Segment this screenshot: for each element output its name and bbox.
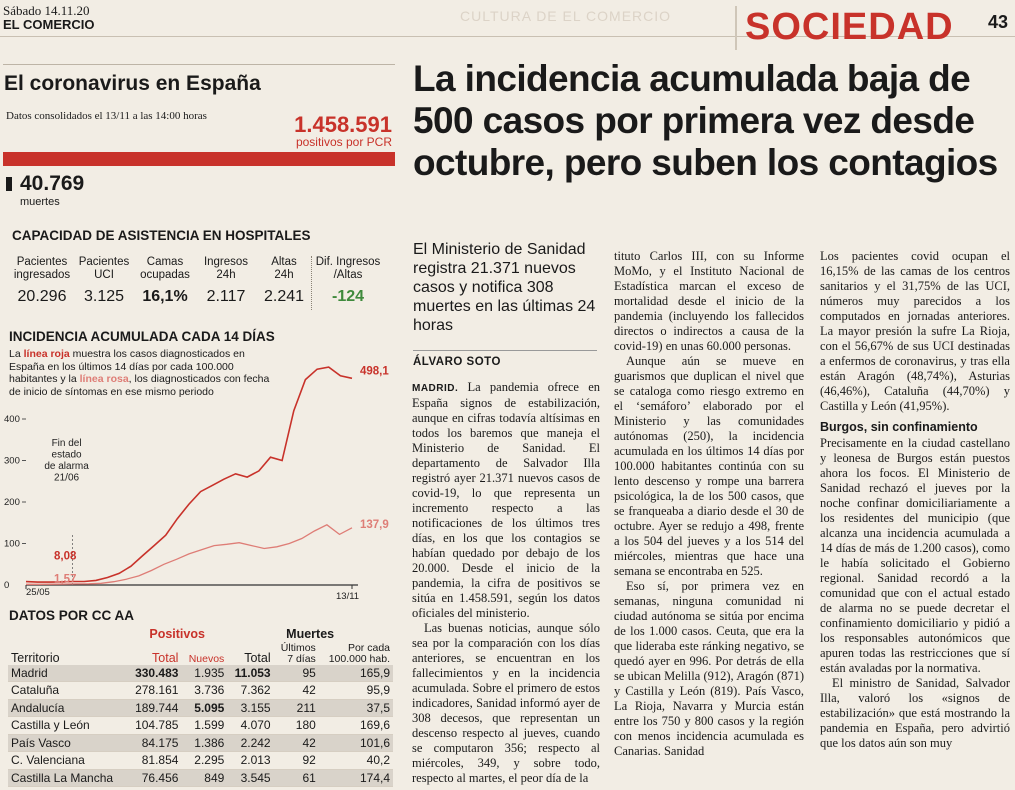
hospital-stat	[8, 256, 76, 306]
paragraph: Eso sí, por primera vez en semanas, ninguna comunidad ni ciudad autónoma se sitúa por encima de los 1.000 casos. Ceuta, que era la que lideraba este ránking negativo, se quedó ayer en 996. Por detrás de ella se ubican Melilla (912), Aragón (871) y Castilla y León (819). País Vasco, La Rioja, Navarra y Murcia están entre los 750 y 800 casos y la región con menos incidencia acumulada es Canarias. Sanidad	[614, 579, 804, 758]
region-new: 1.599	[181, 717, 227, 735]
y-tick-label: 0	[4, 580, 10, 591]
region-deaths-7d: 180	[274, 717, 319, 735]
data-note: Datos consolidados el 13/11 a las 14:00 horas	[6, 110, 207, 122]
paragraph: Precisamente en la ciudad castellano y leonesa de Burgos están puestos ahora los focos. El Ministerio de Sanidad rechazó el jueves por la noche confinar domiciliariamente a los residentes del municipio (que alcanza una incidencia acumulada a 14 días de más de 1.200 casos), como le había solicitado el Gobierno regional. Sanidad recordó a la comunidad que con el actual estado de alarma no se puede decretar el confinamiento domiciliario y pidió a los responsables autonómicos que apuren todas las restricciones que sí están avaladas por la normativa.	[820, 436, 1010, 675]
region-deaths: 11.053	[227, 665, 273, 682]
region-deaths-per-100k: 165,9	[319, 665, 393, 682]
page-number: 43	[988, 12, 1009, 32]
hospital-stat-label	[76, 256, 132, 284]
series-end-label: 498,1	[360, 365, 389, 378]
panel-title: El coronavirus en España	[4, 72, 261, 95]
subheadline: El Ministerio de Sanidad registra 21.371 nuevos casos y notifica 308 muertes en las últimas 24 horas	[413, 241, 596, 334]
article-column-3	[820, 249, 1010, 751]
headline: La incidencia acumulada baja de 500 casos por primera vez desde octubre, pero suben los contagios	[413, 58, 998, 183]
series-end-label: 137,9	[360, 518, 389, 531]
dateline: MADRID.	[412, 383, 459, 394]
paragraph: Los pacientes covid ocupan el 16,15% de las camas de los centros sanitarios y el 31,75% de las UCI, números muy parecidos a los computados en jornadas anteriores. La mayor presión la sufre La Rioja, con el 56,67% de sus UCI destinadas a enfermos de coronavirus, y tras ella están Aragón (48,74%), Asturias (46,46%), Cataluña (44,70%) y Castilla y León (41,95%).	[820, 249, 1010, 413]
region-total: 84.175	[127, 734, 181, 752]
region-total: 189.744	[127, 699, 181, 717]
pcr-label: positivos por PCR	[295, 135, 392, 149]
show-through-text: CULTURA DE EL COMERCIO	[460, 8, 672, 24]
hospital-capacity-title: CAPACIDAD DE ASISTENCIA EN HOSPITALES	[12, 228, 311, 243]
region-deaths-per-100k: 169,6	[319, 717, 393, 735]
newspaper-name: EL COMERCIO	[3, 17, 95, 32]
region-deaths: 7.362	[227, 682, 273, 700]
region-deaths-7d: 42	[274, 734, 319, 752]
hospital-stat	[313, 256, 383, 306]
col-territorio: Territorio	[11, 650, 60, 665]
hospital-stat-value: 2.117	[206, 288, 246, 305]
col-last-7-line1: Últimos	[280, 641, 316, 654]
table-row	[8, 769, 393, 787]
table-header-row	[8, 643, 393, 665]
series-start-label: 8,08	[54, 550, 77, 563]
region-total: 330.483	[127, 665, 181, 682]
hospital-stat-label-line1: Camas	[146, 256, 184, 268]
hospital-stat	[135, 256, 195, 306]
group-muertes: Muertes	[286, 627, 335, 642]
region-deaths-7d: 211	[274, 699, 319, 717]
region-new: 849	[181, 769, 227, 787]
region-new: 5.095	[181, 699, 227, 717]
x-tick-label: 25/05	[26, 587, 50, 598]
region-name: Madrid	[8, 665, 127, 682]
table-group-row	[8, 626, 393, 643]
regions-title: DATOS POR CC AA	[9, 608, 135, 623]
y-tick-label: 400	[4, 414, 20, 425]
region-deaths-per-100k: 95,9	[319, 682, 393, 700]
col-last-7-line2: 7 días	[287, 652, 316, 665]
pcr-total: 1.458.591	[294, 112, 392, 137]
article-column-1	[412, 380, 600, 786]
hospital-stat	[197, 256, 255, 306]
byline-rule	[413, 350, 597, 351]
hospital-stat-label	[135, 256, 195, 284]
col-nuevos: Nuevos	[188, 652, 225, 665]
group-positivos: Positivos	[149, 627, 205, 642]
region-deaths-7d: 92	[274, 752, 319, 770]
region-name: País Vasco	[8, 734, 127, 752]
hospital-stat-label-line2: UCI	[94, 269, 114, 281]
byline: ÁLVARO SOTO	[413, 356, 501, 368]
x-tick-label: 13/11	[336, 591, 360, 602]
region-deaths-7d: 95	[274, 665, 319, 682]
region-deaths: 3.545	[227, 769, 273, 787]
region-deaths-7d: 61	[274, 769, 319, 787]
region-deaths-per-100k: 174,4	[319, 769, 393, 787]
hospital-stat-label-line2: 24h	[216, 269, 236, 281]
region-deaths-7d: 42	[274, 682, 319, 700]
hospital-stat-value: 20.296	[17, 288, 67, 305]
hospital-stat	[76, 256, 132, 306]
region-name: C. Valenciana	[8, 752, 127, 770]
paragraph: Las buenas noticias, aunque sólo sea por la comparación con los días anteriores, se encuentran en los fallecimientos y en la incidencia acumulada. Sobre el primero de estos indicadores, Sanidad informó ayer de 308 decesos, que representan un descenso respecto al jueves, cuando se computaron 356; respecto al miércoles, 349, y sobre todo, respecto al martes, el peor día de la	[412, 621, 600, 785]
region-name: Castilla y León	[8, 717, 127, 735]
hospital-stat-value: 2.241	[263, 288, 305, 305]
col-per-100k	[319, 643, 393, 665]
col-deaths-total: Total	[244, 650, 271, 665]
region-deaths: 2.013	[227, 752, 273, 770]
table-row	[8, 665, 393, 682]
regions-table-body	[8, 665, 393, 787]
article-subheading: Burgos, sin confinamiento	[820, 420, 978, 434]
regions-table	[8, 626, 393, 787]
col-per-line2: 100.000 hab.	[328, 652, 390, 665]
hospital-stat-label-line2: ingresados	[13, 269, 71, 281]
article-column-2	[614, 249, 804, 759]
col-total: Total	[152, 650, 179, 665]
hospital-stat-value: 3.125	[83, 288, 125, 305]
region-name: Cataluña	[8, 682, 127, 700]
desc-red-line: línea roja	[23, 348, 70, 360]
col-last-7	[274, 643, 319, 665]
region-total: 76.456	[127, 769, 181, 787]
panel-top-rule	[3, 64, 395, 65]
stat-separator	[311, 256, 313, 310]
region-new: 1.935	[181, 665, 227, 682]
positives-bar	[3, 152, 395, 166]
hospital-stat-label-line1: Pacientes	[16, 256, 68, 268]
desc-text: muestra los casos diagnosticados en España en los últimos 14 días por cada 100.000 habitantes y la	[9, 348, 245, 385]
region-deaths-per-100k: 40,2	[319, 752, 393, 770]
region-total: 81.854	[127, 752, 181, 770]
series-start-label: 1,57	[54, 573, 77, 586]
incidence-title: INCIDENCIA ACUMULADA CADA 14 DÍAS	[9, 329, 275, 344]
y-tick-label: 100	[4, 538, 20, 550]
hospital-stat-label-line1: Altas	[271, 256, 297, 268]
hospital-stat-label-line1: Ingresos	[203, 256, 249, 268]
table-row	[8, 752, 393, 770]
deaths-total: 40.769	[20, 172, 85, 195]
region-deaths-per-100k: 37,5	[319, 699, 393, 717]
deaths-label: muertes	[20, 196, 60, 208]
region-deaths: 4.070	[227, 717, 273, 735]
hospital-stat-label-line2: ocupadas	[140, 269, 190, 281]
paragraph	[412, 380, 600, 621]
paragraph: El ministro de Sanidad, Salvador Illa, valoró los «signos de estabilización» que está mostrando la pandemia en España, pero advirtió que los datos aún son muy	[820, 676, 1010, 750]
y-tick-label: 300	[4, 455, 20, 467]
region-deaths: 3.155	[227, 699, 273, 717]
table-row	[8, 717, 393, 735]
hospital-stat-value: 16,1%	[142, 288, 188, 305]
annotation-text: Fin del	[51, 438, 82, 449]
hospital-stat-value: -124	[331, 288, 365, 305]
desc-text: , los diagnosticados con fecha de inicio de síntomas en ese mismo periodo	[9, 373, 270, 398]
hospital-stat-label	[313, 256, 383, 284]
hospital-stat-label-line1: Pacientes	[78, 256, 130, 268]
col-per-line1: Por cada	[347, 641, 390, 654]
table-row	[8, 699, 393, 717]
annotation-text: de alarma	[44, 461, 89, 472]
hospital-stat-label	[197, 256, 255, 284]
region-new: 3.736	[181, 682, 227, 700]
region-total: 278.161	[127, 682, 181, 700]
region-new: 2.295	[181, 752, 227, 770]
hospital-stat-label-line1: Dif. Ingresos	[315, 256, 381, 268]
hospital-stat	[258, 256, 310, 306]
desc-text: La	[9, 348, 24, 360]
table-row	[8, 682, 393, 700]
deaths-marker	[6, 177, 12, 191]
region-total: 104.785	[127, 717, 181, 735]
y-tick-label: 200	[4, 497, 20, 508]
desc-pink-line: línea rosa	[79, 373, 129, 385]
hospital-stat-label-line2: /Altas	[333, 269, 363, 281]
region-new: 1.386	[181, 734, 227, 752]
hospital-stat-label-line2: 24h	[274, 269, 294, 281]
section-title: SOCIEDAD	[745, 6, 954, 48]
region-name: Andalucía	[8, 699, 127, 717]
table-row	[8, 734, 393, 752]
annotation-text: estado	[51, 449, 82, 461]
paragraph: tituto Carlos III, con su Informe MoMo, y el Instituto Nacional de Estadística marcan el exceso de mortalidad desde el inicio de la pandemia (incluyendo los fallecidos directos o indirectos a causa de la covid-19) en unas 60.000 personas.	[614, 249, 804, 353]
hospital-stat-label	[258, 256, 310, 284]
annotation-text: 21/06	[54, 472, 80, 484]
issue-date: Sábado 14.11.20	[3, 3, 90, 18]
paragraph: Aunque aún se mueve en guarismos que duplican el nivel que se cataloga como riesgo extremo en el ‘semáforo’ elaborado por el Ministerio y las comunidades autónomas (250), la incidencia acumulada en los últimos 14 días por 100.000 habitantes continúa con su lento descenso y rompe una barrera psicológica, la de los 500 casos, que se franqueaba a diario desde el 30 de octubre. Ayer se redujo a 498, frente a los 504 del jueves y a los 514 del miércoles, mientras que hace una semana se encontraba en 525.	[614, 354, 804, 578]
region-name: Castilla La Mancha	[8, 769, 127, 787]
region-deaths: 2.242	[227, 734, 273, 752]
incidence-description	[9, 348, 274, 398]
region-deaths-per-100k: 101,6	[319, 734, 393, 752]
paragraph-text: La pandemia ofrece en España signos de estabilización, aunque en cifras todavía altísimas en todos los baremos que maneja el Ministerio de Sanidad. El departamento de Salvador Illa registró ayer 21.371 nuevos casos de covid-19, lo que representa un incremento respecto a las notificaciones de los últimos tres días, en los que los contagios se habían quedado por debajo de los 20.000. Desde el inicio de la pandemia, la cifra de positivos se sitúa en 1.458.591, según los datos oficiales del ministerio.	[412, 380, 600, 620]
hospital-stat-label	[8, 256, 76, 284]
